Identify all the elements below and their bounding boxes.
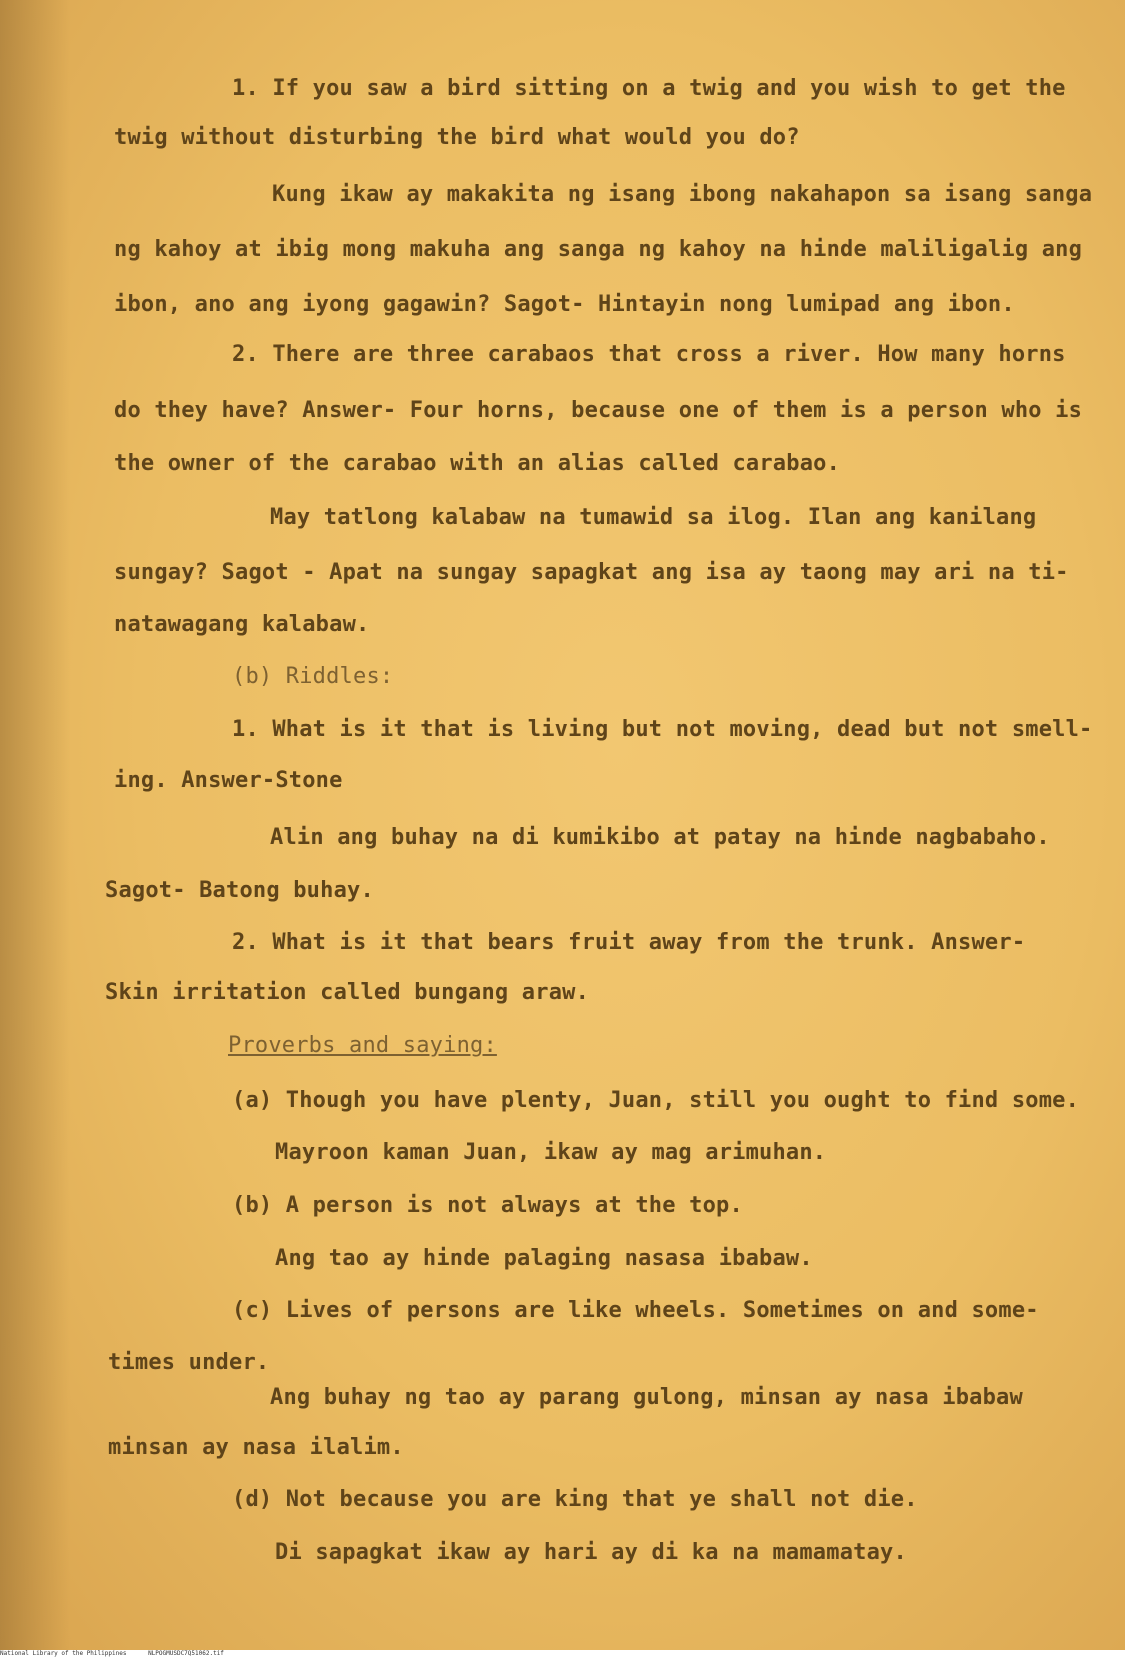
text-line: Kung ikaw ay makakita ng isang ibong nakahapon sa isang sanga	[272, 182, 1093, 207]
footer-filename: NLPOGMUSDC7Q51062.tif	[148, 1650, 224, 1657]
text-line: (d) Not because you are king that ye shall not die.	[232, 1487, 918, 1512]
text-line: sungay? Sagot - Apat na sungay sapagkat ang isa ay taong may ari na ti-	[114, 560, 1069, 585]
text-line: 2. What is it that bears fruit away from the trunk. Answer-	[232, 930, 1026, 955]
text-line: Skin irritation called bungang araw.	[105, 980, 590, 1005]
text-line: the owner of the carabao with an alias called carabao.	[114, 451, 841, 476]
text-line: Ang buhay ng tao ay parang gulong, minsan ay nasa ibabaw	[270, 1385, 1023, 1410]
scan-footer	[0, 1650, 1125, 1658]
page-edge-shadow	[0, 0, 70, 1650]
text-line: Di sapagkat ikaw ay hari ay di ka na mamamatay.	[275, 1540, 907, 1565]
text-line: ing. Answer-Stone	[114, 768, 343, 793]
section-heading-proverbs: Proverbs and saying:	[228, 1033, 497, 1058]
text-line: (c) Lives of persons are like wheels. Sometimes on and some-	[232, 1298, 1039, 1323]
text-line: natawagang kalabaw.	[114, 612, 370, 637]
text-line: (a) Though you have plenty, Juan, still you ought to find some.	[232, 1088, 1080, 1113]
text-line: twig without disturbing the bird what would you do?	[114, 125, 800, 150]
text-line: ng kahoy at ibig mong makuha ang sanga ng kahoy na hinde maliligalig ang	[114, 237, 1083, 262]
text-line: (b) A person is not always at the top.	[232, 1193, 743, 1218]
footer-institution: National Library of the Philippines	[0, 1650, 127, 1657]
text-line: Ang tao ay hinde palaging nasasa ibabaw.	[275, 1246, 813, 1271]
text-line: 1. What is it that is living but not moving, dead but not smell-	[232, 717, 1093, 742]
text-line: 2. There are three carabaos that cross a river. How many horns	[232, 342, 1066, 367]
text-line: 1. If you saw a bird sitting on a twig and you wish to get the	[232, 76, 1066, 101]
text-line: Sagot- Batong buhay.	[105, 878, 374, 903]
text-line: do they have? Answer- Four horns, because one of them is a person who is	[114, 398, 1083, 423]
text-line: Mayroon kaman Juan, ikaw ay mag arimuhan.	[275, 1140, 827, 1165]
section-heading-riddles: (b) Riddles:	[232, 664, 394, 689]
text-line: minsan ay nasa ilalim.	[108, 1435, 404, 1460]
text-line: times under.	[108, 1350, 270, 1375]
text-line: May tatlong kalabaw na tumawid sa ilog. Ilan ang kanilang	[270, 505, 1037, 530]
text-line: Alin ang buhay na di kumikibo at patay na hinde nagbabaho.	[270, 825, 1050, 850]
text-line: ibon, ano ang iyong gagawin? Sagot- Hintayin nong lumipad ang ibon.	[114, 292, 1015, 317]
